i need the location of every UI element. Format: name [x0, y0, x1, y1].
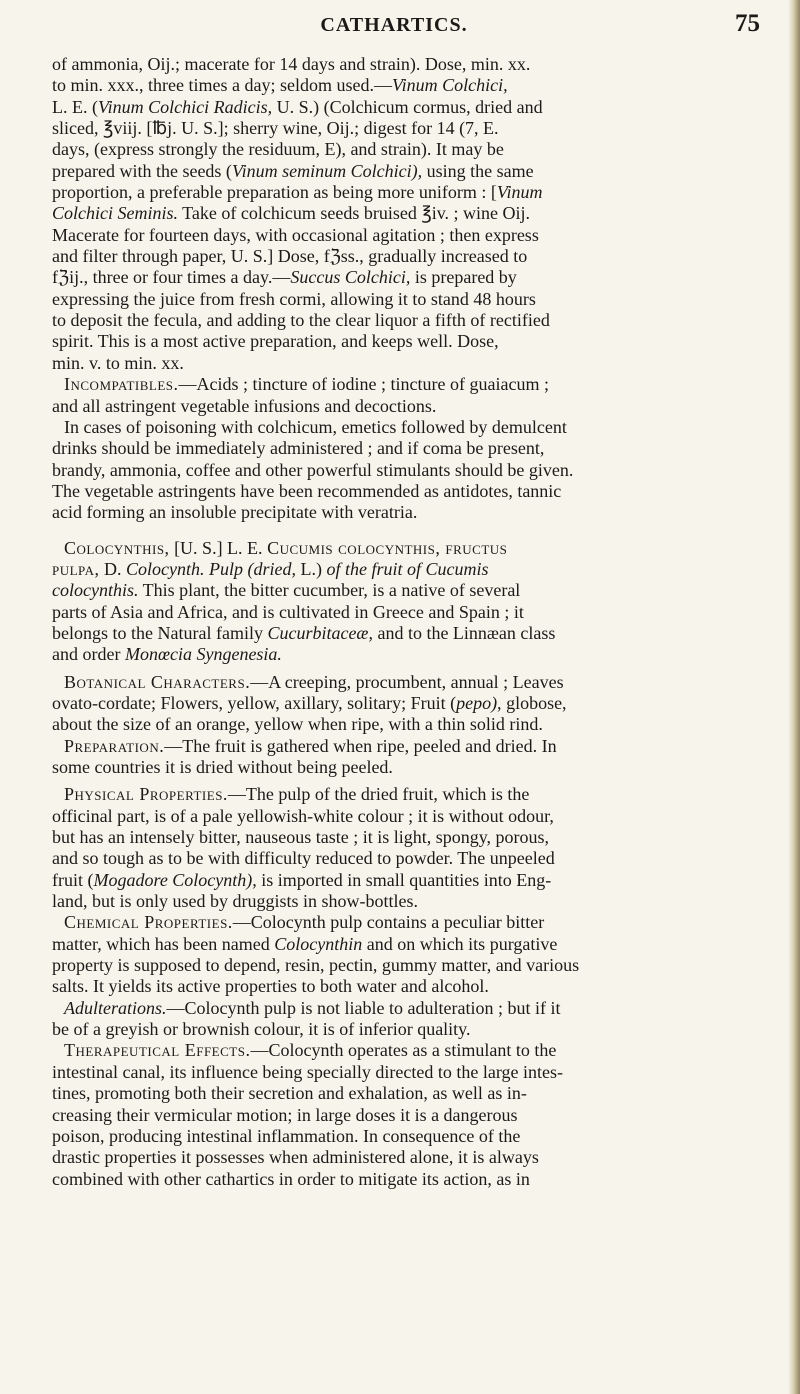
text-line: pulpa, D. Colocynth. Pulp (dried, L.) of the fruit of Cucumis — [52, 558, 489, 579]
chemical-heading-line: Chemical Properties.—Colocynth pulp contains a peculiar bitter — [64, 912, 545, 933]
text-line: spirit. This is a most active preparation, and keeps well. Dose, — [52, 331, 499, 352]
text-line: of ammonia, Oij.; macerate for 14 days and strain). Dose, min. xx. — [52, 54, 531, 74]
text-line: be of a greyish or brownish colour, it is of inferior quality. — [52, 1019, 471, 1040]
text-line: proportion, a preferable preparation as being more uniform : [Vinum — [52, 182, 543, 203]
text-line: and filter through paper, U. S.] Dose, fℨss., gradually increased to — [52, 246, 528, 267]
therapeutical-heading-line: Therapeutical Effects.—Colocynth operates as a stimulant to the — [64, 1040, 557, 1061]
text-line: drinks should be immediately administered ; and if coma be present, — [52, 438, 545, 459]
text-line: and so tough as to be with difficulty reduced to powder. The unpeeled — [52, 848, 555, 869]
text-line: intestinal canal, its influence being specially directed to the large intes- — [52, 1061, 563, 1082]
text-line: colocynthis. This plant, the bitter cucumber, is a native of several — [52, 580, 521, 601]
text-line: land, but is only used by druggists in show-bottles. — [52, 891, 418, 912]
running-head: CATHARTICS. — [320, 14, 468, 36]
text-line: tines, promoting both their secretion and exhalation, as well as in- — [52, 1083, 527, 1104]
body-text — [52, 54, 742, 1190]
text-line: fℨij., three or four times a day.—Succus Colchici, is prepared by — [52, 267, 517, 288]
page-header — [0, 10, 788, 46]
adulterations-heading-line: Adulterations.—Colocynth pulp is not liable to adulteration ; but if it — [64, 997, 561, 1018]
text-line: some countries it is dried without being peeled. — [52, 757, 393, 777]
text-line: The vegetable astringents have been recommended as antidotes, tannic — [52, 480, 562, 501]
page-edge-shadow — [788, 0, 800, 1394]
text-line: Colchici Seminis. Take of colchicum seeds bruised ℥iv. ; wine Oij. — [52, 203, 531, 224]
text-line: officinal part, is of a pale yellowish-white colour ; it is without odour, — [52, 805, 554, 826]
page-number: 75 — [735, 10, 760, 37]
text-line: ovato-cordate; Flowers, yellow, axillary, solitary; Fruit (pepo), globose, — [52, 692, 567, 713]
text-line: parts of Asia and Africa, and is cultivated in Greece and Spain ; it — [52, 601, 524, 622]
text-line: prepared with the seeds (Vinum seminum Colchici), using the same — [52, 160, 534, 181]
text-line: to min. xxx., three times a day; seldom used.—Vinum Colchici, — [52, 75, 508, 96]
text-line: drastic properties it possesses when administered alone, it is always — [52, 1147, 539, 1168]
text-line: poison, producing intestinal inflammation. In consequence of the — [52, 1125, 521, 1146]
text-line: L. E. (Vinum Colchici Radicis, U. S.) (Colchicum cormus, dried and — [52, 96, 543, 117]
text-line: acid forming an insoluble precipitate with veratria. — [52, 502, 418, 523]
text-line: matter, which has been named Colocynthin and on which its purgative — [52, 933, 558, 954]
text-line: creasing their vermicular motion; in large doses it is a dangerous — [52, 1104, 518, 1125]
preparation-heading-line: Preparation.—The fruit is gathered when ripe, peeled and dried. In — [64, 735, 557, 756]
section-gap — [52, 524, 742, 538]
text-line: brandy, ammonia, coffee and other powerful stimulants should be given. — [52, 459, 574, 480]
text-line: to deposit the fecula, and adding to the clear liquor a fifth of rectified — [52, 310, 550, 331]
physical-heading-line: Physical Properties.—The pulp of the dried fruit, which is the — [64, 784, 530, 805]
text-line: combined with other cathartics in order to mitigate its action, as in — [52, 1168, 530, 1189]
text-line: fruit (Mogadore Colocynth), is imported in small quantities into Eng- — [52, 869, 552, 890]
text-line: expressing the juice from fresh cormi, allowing it to stand 48 hours — [52, 288, 536, 309]
incompatibles-heading-line: Incompatibles.—Acids ; tincture of iodine ; tincture of guaiacum ; — [64, 374, 549, 395]
text-line: Macerate for fourteen days, with occasional agitation ; then express — [52, 224, 539, 245]
text-line: but has an intensely bitter, nauseous taste ; it is light, spongy, porous, — [52, 827, 550, 848]
text-line: days, (express strongly the residuum, E), and strain). It may be — [52, 139, 504, 160]
text-line: salts. It yields its active properties to both water and alcohol. — [52, 976, 489, 997]
text-line: and all astringent vegetable infusions and decoctions. — [52, 395, 437, 416]
colocynthis-heading-line: Colocynthis, [U. S.] L. E. Cucumis colocynthis, fructus — [64, 537, 508, 558]
text-line: In cases of poisoning with colchicum, emetics followed by demulcent — [64, 416, 567, 437]
text-line: and order Monœcia Syngenesia. — [52, 644, 282, 665]
text-line: belongs to the Natural family Cucurbitaceæ, and to the Linnæan class — [52, 622, 556, 643]
botanical-heading-line: Botanical Characters.—A creeping, procumbent, annual ; Leaves — [64, 671, 564, 692]
text-line: property is supposed to depend, resin, pectin, gummy matter, and various — [52, 955, 580, 976]
text-line: about the size of an orange, yellow when ripe, with a thin solid rind. — [52, 714, 543, 735]
text-line: sliced, ℥viij. [℔j. U. S.]; sherry wine, Oij.; digest for 14 (7, E. — [52, 118, 499, 139]
text-line: min. v. to min. xx. — [52, 352, 184, 373]
